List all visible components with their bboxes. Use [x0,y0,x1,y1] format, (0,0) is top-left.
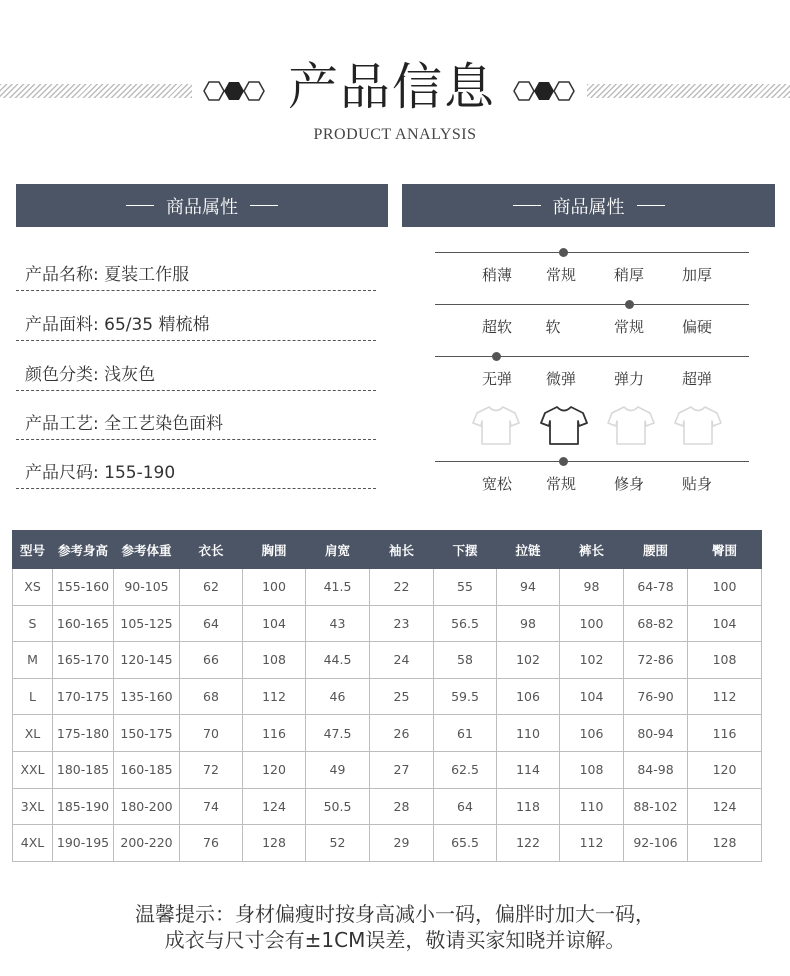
table-cell: 106 [497,678,560,715]
table-cell: 124 [688,788,762,825]
table-cell: 102 [497,642,560,679]
table-cell: 29 [370,825,434,862]
attr-text: 产品尺码: 155-190 [25,463,176,483]
scale-option: 偏硬 [681,318,712,336]
size-table-body [13,569,762,862]
table-cell: S [13,605,53,642]
table-cell: 118 [497,788,560,825]
dash-decoration [637,205,665,206]
table-cell: 22 [370,569,434,606]
footer-tip-line-2: 成衣与尺寸会有±1CM误差，敬请买家知晓并谅解。 [164,928,626,952]
table-cell: 108 [688,642,762,679]
scale-option: 常规 [545,266,576,284]
table-cell: 64-78 [624,569,688,606]
right-panel-heading-bar [402,184,775,227]
table-cell: 155-160 [53,569,114,606]
table-cell: 68-82 [624,605,688,642]
table-cell: 72-86 [624,642,688,679]
table-cell: 114 [497,751,560,788]
scale-marker-fit [559,457,568,466]
scale-option: 修身 [613,475,644,493]
attr-row-fabric [16,305,376,341]
scale-marker-softness [625,300,634,309]
table-cell: 55 [434,569,497,606]
table-cell: 160-185 [114,751,180,788]
column-header: 臀围 [688,531,762,569]
table-cell: 98 [560,569,624,606]
table-cell: 72 [180,751,243,788]
table-cell: 43 [306,605,370,642]
column-header: 参考体重 [114,531,180,569]
table-cell: 128 [243,825,306,862]
table-cell: 3XL [13,788,53,825]
table-cell: 165-170 [53,642,114,679]
column-header: 腰围 [624,531,688,569]
attr-text: 颜色分类: 浅灰色 [25,365,156,385]
tshirt-icon [540,404,588,446]
dash-decoration [250,205,278,206]
column-header: 参考身高 [53,531,114,569]
table-row [13,715,762,752]
column-header: 下摆 [434,531,497,569]
hexagon-ornament-left [202,80,268,102]
table-cell: XS [13,569,53,606]
table-cell: 104 [688,605,762,642]
table-cell: 98 [497,605,560,642]
table-cell: 64 [434,788,497,825]
table-cell: 65.5 [434,825,497,862]
table-cell: 120 [688,751,762,788]
table-cell: 76-90 [624,678,688,715]
table-cell: 59.5 [434,678,497,715]
table-cell: 80-94 [624,715,688,752]
scale-line-thickness [435,252,749,253]
table-cell: 92-106 [624,825,688,862]
table-row [13,678,762,715]
table-row [13,751,762,788]
scale-option: 超弹 [681,370,712,388]
table-cell: 175-180 [53,715,114,752]
table-cell: 102 [560,642,624,679]
table-cell: XXL [13,751,53,788]
table-cell: 124 [243,788,306,825]
left-panel-heading-bar [16,184,388,227]
table-row [13,825,762,862]
table-cell: 105-125 [114,605,180,642]
table-cell: 62 [180,569,243,606]
scale-option: 加厚 [681,266,712,284]
scale-option: 软 [545,318,561,336]
table-row [13,642,762,679]
table-cell: 70 [180,715,243,752]
column-header: 拉链 [497,531,560,569]
scale-option: 稍厚 [613,266,644,284]
table-cell: 104 [243,605,306,642]
table-cell: 74 [180,788,243,825]
table-cell: 44.5 [306,642,370,679]
scale-line-fit [435,461,749,462]
attr-row-color [16,355,376,391]
table-cell: 112 [243,678,306,715]
table-row [13,605,762,642]
table-cell: 110 [497,715,560,752]
left-panel-heading: 商品属性 [166,196,238,218]
column-header: 胸围 [243,531,306,569]
table-cell: XL [13,715,53,752]
attr-text: 产品名称: 夏装工作服 [25,265,190,285]
scale-option: 弹力 [613,370,644,388]
table-cell: 100 [560,605,624,642]
attr-text: 产品工艺: 全工艺染色面料 [25,414,224,434]
table-cell: 62.5 [434,751,497,788]
column-header: 衣长 [180,531,243,569]
table-cell: 61 [434,715,497,752]
scale-option: 贴身 [681,475,712,493]
scale-marker-elasticity [492,352,501,361]
table-cell: 104 [560,678,624,715]
table-cell: L [13,678,53,715]
table-cell: 28 [370,788,434,825]
attr-row-size [16,453,376,489]
table-cell: 64 [180,605,243,642]
scale-line-elasticity [435,356,749,357]
table-cell: 41.5 [306,569,370,606]
scale-option: 微弹 [545,370,576,388]
table-cell: 100 [243,569,306,606]
table-cell: 56.5 [434,605,497,642]
table-cell: 4XL [13,825,53,862]
table-cell: 68 [180,678,243,715]
table-cell: 108 [560,751,624,788]
table-cell: 180-185 [53,751,114,788]
table-cell: 46 [306,678,370,715]
hexagon-ornament-right [512,80,578,102]
header-stripe-left [0,84,192,98]
table-cell: 23 [370,605,434,642]
scale-option: 常规 [613,318,644,336]
right-panel-heading: 商品属性 [552,196,625,218]
table-cell: 120 [243,751,306,788]
table-cell: 200-220 [114,825,180,862]
table-cell: 110 [560,788,624,825]
table-cell: 170-175 [53,678,114,715]
table-cell: 120-145 [114,642,180,679]
table-cell: 66 [180,642,243,679]
dash-decoration [513,205,541,206]
scale-option: 常规 [545,475,576,493]
page-subtitle: PRODUCT ANALYSIS [313,126,477,143]
table-cell: 50.5 [306,788,370,825]
table-cell: 52 [306,825,370,862]
dash-decoration [126,205,154,206]
table-cell: 47.5 [306,715,370,752]
table-cell: 180-200 [114,788,180,825]
size-table [12,530,762,862]
table-cell: 88-102 [624,788,688,825]
table-cell: 116 [243,715,306,752]
table-cell: 150-175 [114,715,180,752]
tshirt-icon [472,404,520,446]
table-cell: 25 [370,678,434,715]
page-title: 产品信息 [288,58,496,116]
table-cell: 94 [497,569,560,606]
table-cell: 112 [688,678,762,715]
scale-option: 宽松 [481,475,512,493]
table-cell: 100 [688,569,762,606]
column-header: 袖长 [370,531,434,569]
scale-marker-thickness [559,248,568,257]
column-header: 裤长 [560,531,624,569]
table-cell: 135-160 [114,678,180,715]
table-cell: 116 [688,715,762,752]
attr-row-product-name [16,255,376,291]
attr-text: 产品面料: 65/35 精梳棉 [25,315,210,335]
column-header: 型号 [13,531,53,569]
table-cell: 190-195 [53,825,114,862]
table-cell: 58 [434,642,497,679]
size-table-header [13,531,762,569]
table-row [13,788,762,825]
scale-option: 无弹 [481,370,512,388]
table-cell: M [13,642,53,679]
table-cell: 24 [370,642,434,679]
column-header: 肩宽 [306,531,370,569]
table-cell: 49 [306,751,370,788]
scale-option: 超软 [481,318,512,336]
table-cell: 160-165 [53,605,114,642]
scale-line-softness [435,304,749,305]
footer-tip-line-1: 温馨提示：身材偏瘦时按身高减小一码，偏胖时加大一码， [135,902,655,926]
table-cell: 112 [560,825,624,862]
tshirt-icon [674,404,722,446]
table-cell: 185-190 [53,788,114,825]
table-cell: 27 [370,751,434,788]
table-row [13,569,762,606]
scale-option: 稍薄 [481,266,512,284]
attr-row-craft [16,404,376,440]
header-stripe-right [587,84,790,98]
table-cell: 106 [560,715,624,752]
table-cell: 122 [497,825,560,862]
table-cell: 76 [180,825,243,862]
table-cell: 90-105 [114,569,180,606]
table-cell: 84-98 [624,751,688,788]
table-cell: 108 [243,642,306,679]
tshirt-icon [607,404,655,446]
table-cell: 26 [370,715,434,752]
table-cell: 128 [688,825,762,862]
